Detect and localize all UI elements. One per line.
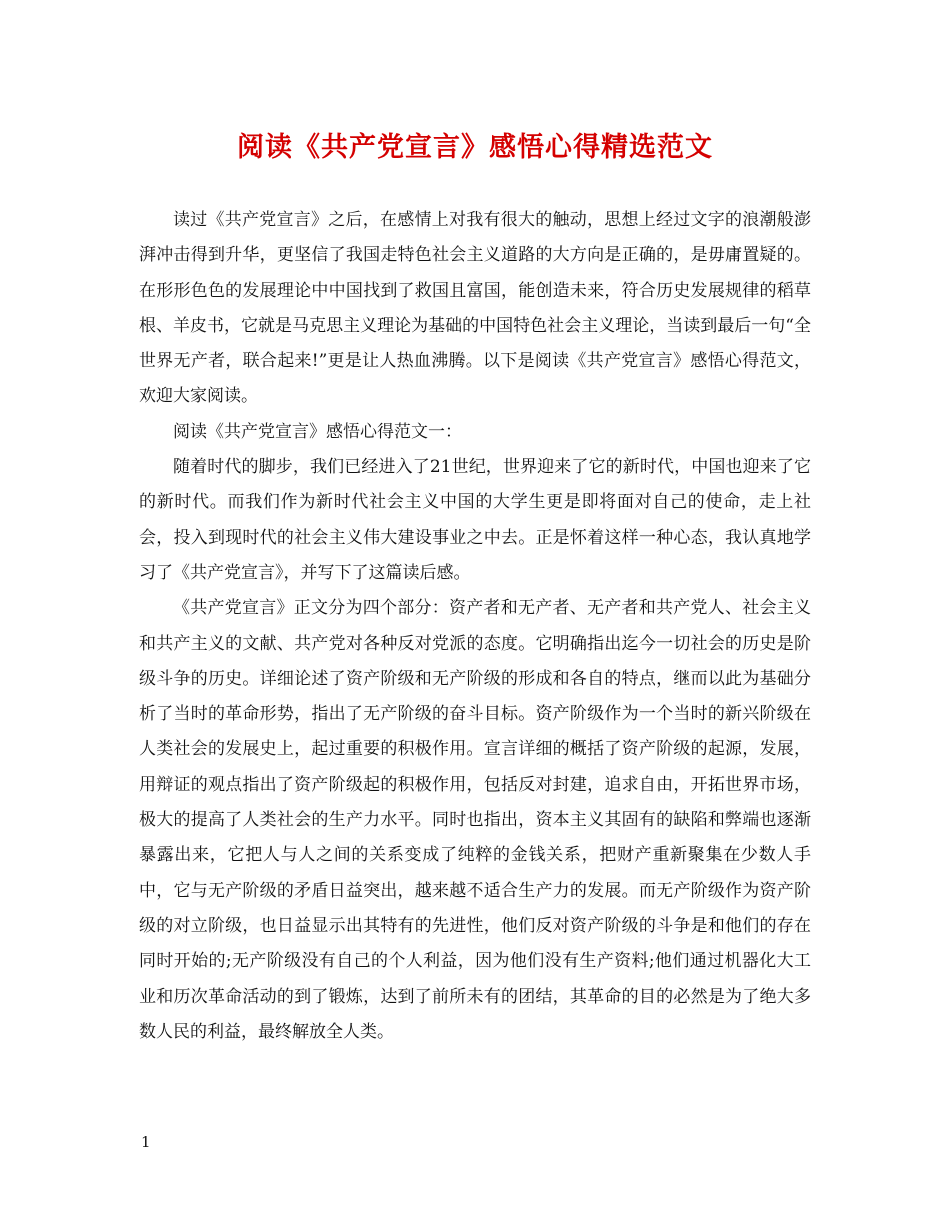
document-title: 阅读《共产党宣言》感悟心得精选范文: [237, 132, 713, 163]
paragraph-body-2: 《共产党宣言》正文分为四个部分：资产者和无产者、无产者和共产党人、社会主义和共产主义的文献、共产党对各种反对党派的态度。它明确指出迄今一切社会的历史是阶级斗争的历史。详细论述了资产阶级和无产阶级的形成和各自的特点，继而以此为基础分析了当时的革命形势，指出了无产阶级的奋斗目标。资产阶级作为一个当时的新兴阶级在人类社会的发展史上，起过重要的积极作用。宣言详细的概括了资产阶级的起源，发展，用辩证的观点指出了资产阶级起的积极作用，包括反对封建，追求自由，开拓世界市场，极大的提高了人类社会的生产力水平。同时也指出，资本主义其固有的缺陷和弊端也逐渐暴露出来，它把人与人之间的关系变成了纯粹的金钱关系，把财产重新聚集在少数人手中，它与无产阶级的矛盾日益突出，越来越不适合生产力的发展。而无产阶级作为资产阶级的对立阶级，也日益显示出其特有的先进性，他们反对资产阶级的斗争是和他们的存在同时开始的;无产阶级没有自己的个人利益，因为他们没有生产资料;他们通过机器化大工业和历次革命活动的到了锻炼，达到了前所未有的团结，其革命的目的必然是为了绝大多数人民的利益，最终解放全人类。: [139, 598, 811, 1042]
paragraph-body-1: 随着时代的脚步，我们已经进入了21世纪，世界迎来了它的新时代，中国也迎来了它的新时代。而我们作为新时代社会主义中国的大学生更是即将面对自己的使命，走上社会，投入到现时代的社会主义伟大建设事业之中去。正是怀着这样一种心态，我认真地学习了《共产党宣言》，并写下了这篇读后感。: [139, 457, 811, 583]
paragraph-section-heading: 阅读《共产党宣言》感悟心得范文一：: [173, 421, 462, 442]
document-body: [139, 203, 811, 1050]
page-number: 1: [141, 1133, 151, 1151]
paragraph-intro: 读过《共产党宣言》之后，在感情上对我有很大的触动，思想上经过文字的浪潮般澎湃冲击得到升华，更坚信了我国走特色社会主义道路的大方向是正确的，是毋庸置疑的。在形形色色的发展理论中中国找到了救国且富国，能创造未来，符合历史发展规律的稻草根、羊皮书，它就是马克思主义理论为基础的中国特色社会主义理论，当读到最后一句“全世界无产者，联合起来!”更是让人热血沸腾。以下是阅读《共产党宣言》感悟心得范文，欢迎大家阅读。: [139, 210, 811, 407]
